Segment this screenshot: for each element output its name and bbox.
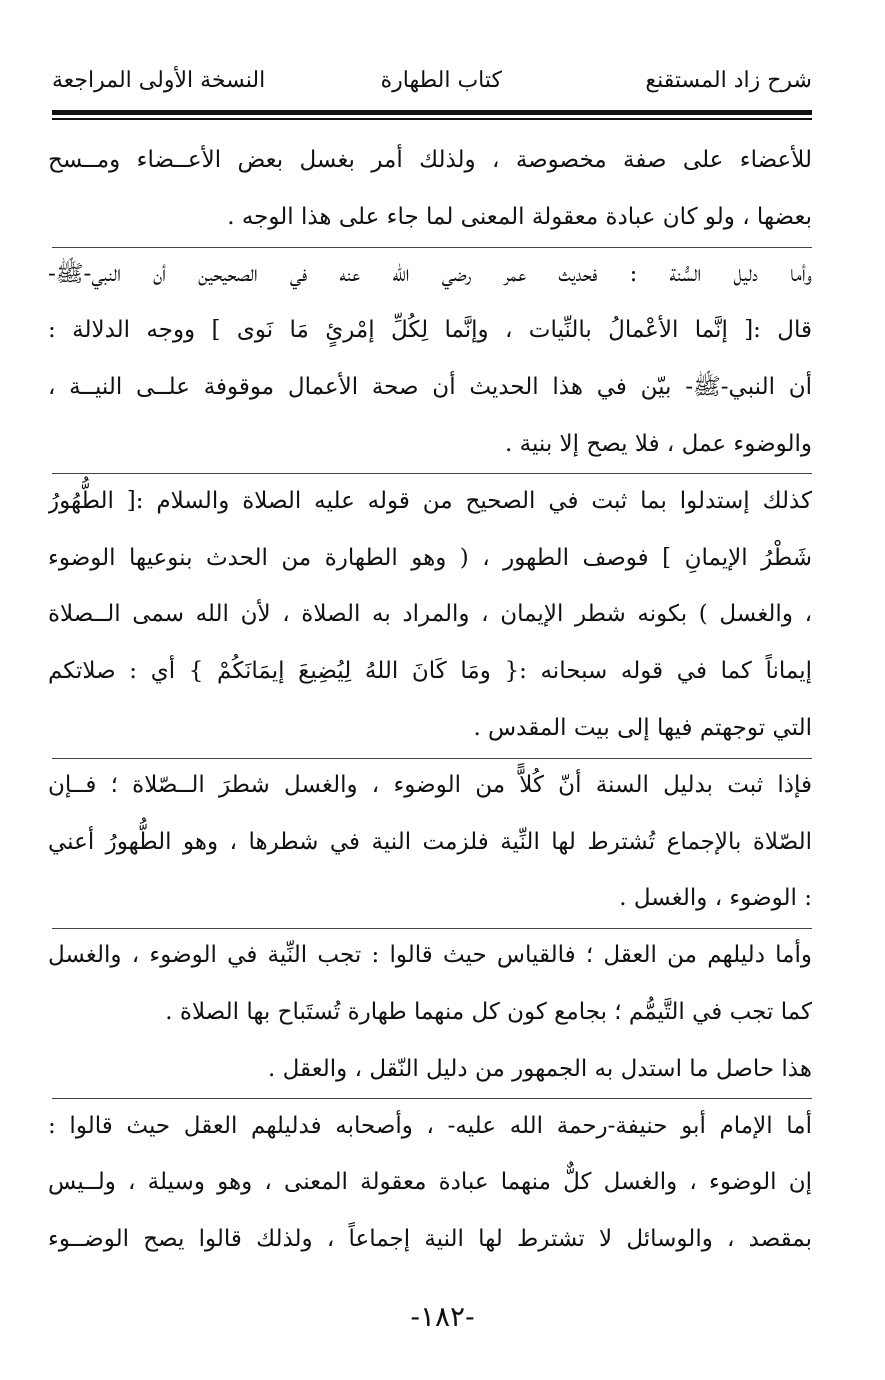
text-line-13: الصّلاة بالإجماع تُشترط لها النِّية فلزمت النية في شطرها ، وهو الطُّهورُ أعني bbox=[48, 828, 812, 855]
text-line-3: وأما دليل السُّنة : فحديث عمر رضي الله عنه في الصحيحين أن النبي-ﷺ- bbox=[48, 260, 812, 287]
paragraph-divider bbox=[52, 247, 812, 248]
text-line-18: أما الإمام أبو حنيفة-رحمة الله عليه- ، وأصحابه فدليلهم العقل حيث قالوا : bbox=[48, 1112, 812, 1139]
text-line-15: وأما دليلهم من العقل ؛ فالقياس حيث قالوا : تجب النِّية في الوضوء ، والغسل bbox=[48, 942, 812, 969]
page-number: -١٨٢- bbox=[410, 1300, 475, 1333]
text-line-7: كذلك إستدلوا بما ثبت في الصحيح من قوله عليه الصلاة والسلام :[ الطُّهُورُ bbox=[48, 487, 812, 514]
text-line-16: كما تجب في التَّيمُّم ؛ بجامع كون كل منهما طهارة تُستَباح بها الصلاة . bbox=[165, 998, 812, 1025]
header-book-title: شرح زاد المستقنع bbox=[645, 68, 812, 93]
paragraph-divider bbox=[52, 928, 812, 929]
text-line-9: ، والغسل ) بكونه شطر الإيمان ، والمراد به الصلاة ، لأن الله سمى الــصلاة bbox=[48, 601, 812, 628]
paragraph-divider bbox=[52, 473, 812, 474]
running-header bbox=[52, 62, 812, 102]
paragraph-divider bbox=[52, 1098, 812, 1099]
text-line-20: بمقصد ، والوسائل لا تشترط لها النية إجماعاً ، ولذلك قالوا يصح الوضــوء bbox=[48, 1226, 812, 1253]
header-edition: النسخة الأولى المراجعة bbox=[52, 68, 266, 93]
text-line-4: قال :[ إنَّما الأعْمالُ بالنِّيات ، وإنَّما لِكُلِّ إمْرئٍ مَا نَوى ] ووجه الدلالة : bbox=[48, 317, 812, 344]
text-line-6: والوضوء عمل ، فلا يصح إلا بنية . bbox=[505, 430, 812, 457]
text-line-2: بعضها ، ولو كان عبادة معقولة المعنى لما جاء على هذا الوجه . bbox=[227, 203, 812, 230]
header-rule-thin bbox=[52, 118, 812, 120]
text-line-14: : الوضوء ، والغسل . bbox=[619, 885, 812, 912]
text-line-11: التي توجهتم فيها إلى بيت المقدس . bbox=[473, 714, 812, 741]
header-rule-thick bbox=[52, 110, 812, 115]
text-line-8: شَطْرُ الإيمانِ ] فوصف الطهور ، ( وهو الطهارة من الحدث بنوعيها الوضوء bbox=[48, 544, 812, 571]
paragraph-divider bbox=[52, 758, 812, 759]
text-line-1: للأعضاء على صفة مخصوصة ، ولذلك أمر بغسل بعض الأعــضاء ومــسح bbox=[48, 147, 812, 173]
header-chapter: كتاب الطهارة bbox=[380, 68, 502, 93]
text-line-10: إيماناً كما في قوله سبحانه :{ ومَا كَانَ اللهُ لِيُضِيعَ إيمَانَكُمْ } أي : صلاتكم bbox=[48, 658, 812, 685]
text-line-5: أن النبي-ﷺ- بيّن في هذا الحديث أن صحة الأعمال موقوفة علــى النيــة ، bbox=[48, 374, 812, 401]
text-line-19: إن الوضوء ، والغسل كلٌّ منهما عبادة معقولة المعنى ، وهو وسيلة ، ولــيس bbox=[48, 1169, 812, 1196]
text-line-17: هذا حاصل ما استدل به الجمهور من دليل النّقل ، والعقل . bbox=[268, 1055, 812, 1082]
text-line-12: فإذا ثبت بدليل السنة أنّ كُلاًّ من الوضوء ، والغسل شطرَ الــصّلاة ؛ فــإن bbox=[48, 771, 812, 798]
